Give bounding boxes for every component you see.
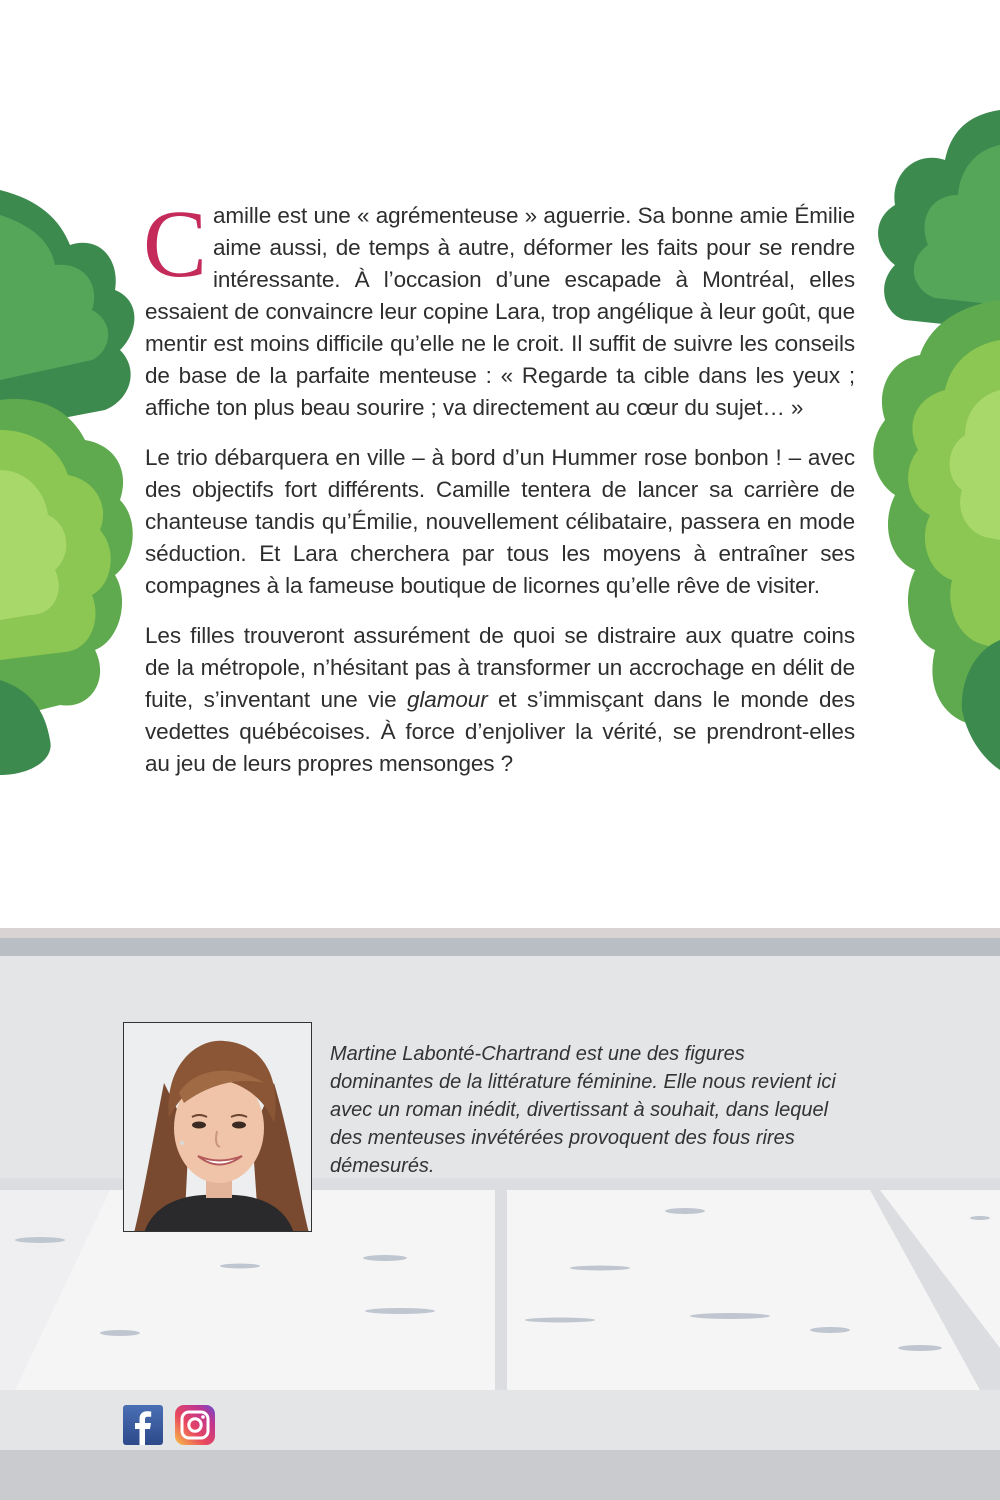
blurb-p3-italic: glamour bbox=[407, 687, 488, 712]
blurb-paragraph-3 bbox=[145, 620, 855, 780]
author-bio: Martine Labonté-Chartrand est une des figures dominantes de la littérature féminine. Elle nous revient ici avec un roman inédit, divertissant à souhait, dans lequel des menteuses invétérées provoquent des fous rires démesurés. bbox=[330, 1043, 836, 1177]
author-photo bbox=[123, 1022, 312, 1232]
blurb-p3-start: Les filles trouveront assurément de quoi se distraire aux quatre coins de la métropole, n’hésitant pas à transformer un accrochage en délit de fuite, s’inventant une vie bbox=[145, 623, 855, 712]
blurb-p1-text: amille est une « agrémenteuse » aguerrie. Sa bonne amie Émilie aime aussi, de temps à autre, déformer les faits pour se rendre intéressante. À l’occasion d’une escapade à Montréal, elles essaient de convaincre leur copine Lara, trop angélique à leur goût, que mentir est moins difficile qu’elle ne le croit. Il suffit de suivre les conseils de base de la parfaite menteuse : « Regarde ta cible dans les yeux ; affiche ton plus beau sourire ; va directement au cœur du sujet… » bbox=[145, 203, 855, 420]
right-bush bbox=[873, 110, 1000, 770]
facebook-icon[interactable] bbox=[123, 1405, 163, 1445]
blurb-p3-end: et s’immisçant dans le monde des vedettes québécoises. À force d’enjoliver la vérité, se prendront-elles au jeu de leurs propres mensonges ? bbox=[145, 687, 855, 776]
left-bush bbox=[0, 190, 134, 775]
drop-cap: C bbox=[143, 190, 207, 297]
instagram-icon[interactable] bbox=[175, 1405, 215, 1445]
author-portrait bbox=[124, 1023, 312, 1232]
back-cover-blurb bbox=[143, 190, 855, 798]
blurb-paragraph-1 bbox=[143, 190, 855, 424]
blurb-paragraph-2: Le trio débarquera en ville – à bord d’un Hummer rose bonbon ! – avec des objectifs fort différents. Camille tentera de lancer sa carrière de chanteuse tandis qu’Émilie, nouvellement célibataire, passera en mode séduction. Et Lara cherchera par tous les moyens à entraîner ses compagnes à la fameuse boutique de licornes qu’elle rêve de visiter. bbox=[145, 445, 855, 598]
